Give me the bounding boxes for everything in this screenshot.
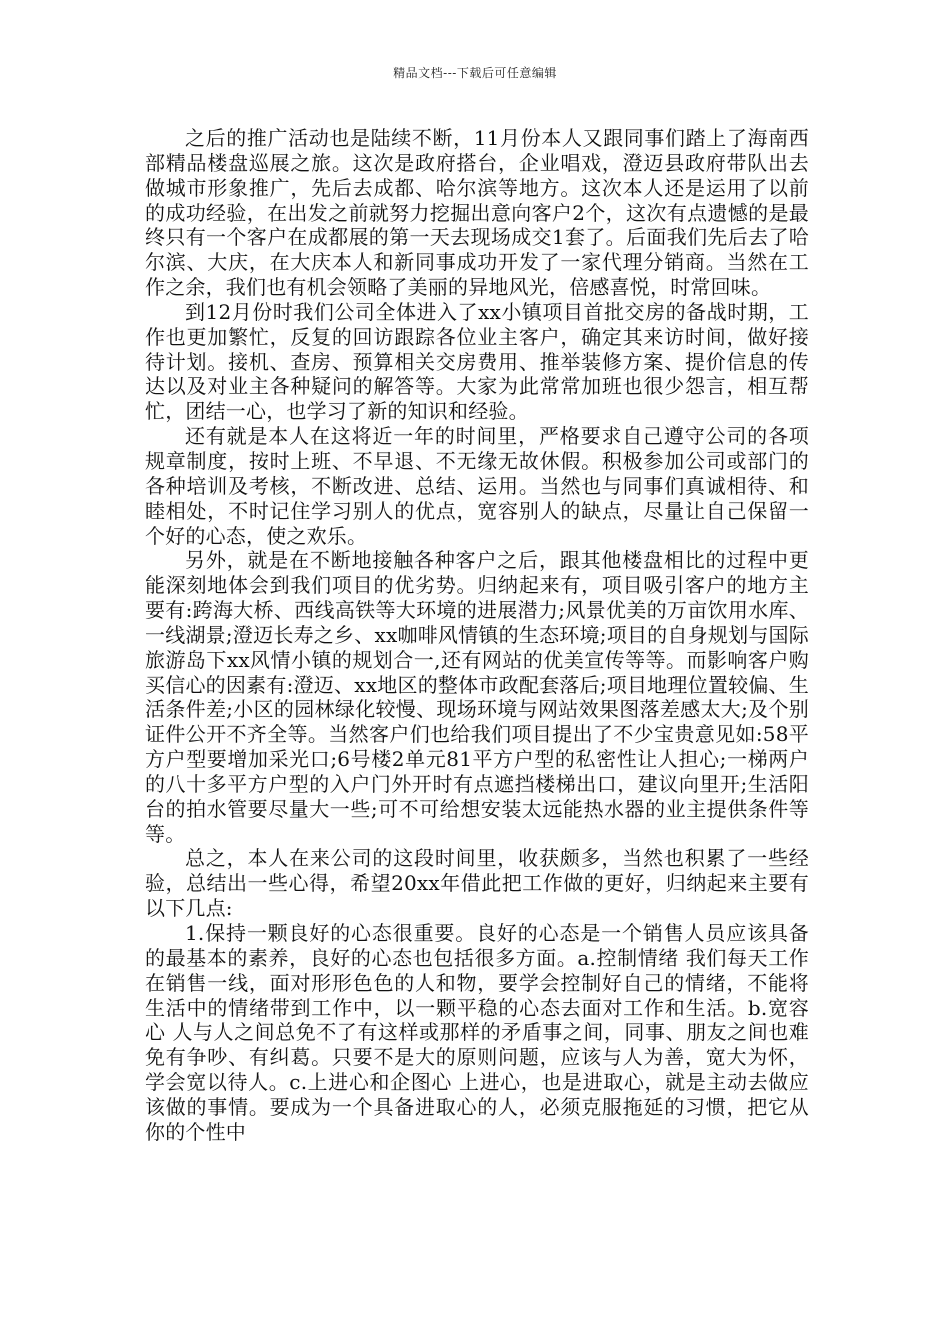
paragraph-project-analysis: 另外，就是在不断地接触各种客户之后，跟其他楼盘相比的过程中更能深刻地体会到我们项目的优劣势。归纳起来有，项目吸引客户的地方主要有:跨海大桥、西线高铁等大环境的进展潜力;风景优美的万亩饮用水库、一线湖景;澄迈长寿之乡、xx咖啡风情镇的生态环境;项目的自身规划与国际旅游岛下xx风情小镇的规划合一,还有网站的优美宣传等等。而影响客户购买信心的因素有:澄迈、xx地区的整体市政配套落后;项目地理位置较偏、生活条件差;小区的园林绿化较慢、现场环境与网站效果图落差感太大;及个别证件公开不齐全等。当然客户们也给我们项目提出了不少宝贵意见如:58平方户型要增加采光口;6号楼2单元81平方户型的私密性让人担心;一梯两户的八十多平方户型的入户门外开时有点遮挡楼梯出口，建议向里开;生活阳台的拍水管要尽量大一些;可不可给想安装太远能热水器的业主提供条件等等。 (145, 548, 809, 846)
document-body (145, 126, 809, 1145)
paragraph-point-1: 1.保持一颗良好的心态很重要。良好的心态是一个销售人员应该具备的最基本的素养，良好的心态也包括很多方面。a.控制情绪 我们每天工作在销售一线，面对形形色色的人和物，要学会控制好自己的情绪，不能将生活中的情绪带到工作中，以一颗平稳的心态去面对工作和生活。b.宽容心 人与人之间总免不了有这样或那样的矛盾事之间，同事、朋友之间也难免有争吵、有纠葛。只要不是大的原则问题，应该与人为善，宽大为怀，学会宽以待人。c.上进心和企图心 上进心，也是进取心，就是主动去做应该做的事情。要成为一个具备进取心的人，必须克服拖延的习惯，把它从你的个性中 (145, 921, 809, 1144)
page-header: 精品文档---下载后可任意编辑 (393, 66, 557, 80)
paragraph-promotion-tour: 之后的推广活动也是陆续不断，11月份本人又跟同事们踏上了海南西部精品楼盘巡展之旅。这次是政府搭台，企业唱戏，澄迈县政府带队出去做城市形象推广，先后去成都、哈尔滨等地方。这次本人还是运用了以前的成功经验，在出发之前就努力挖掘出意向客户2个，这次有点遗憾的是最终只有一个客户在成都展的第一天去现场成交1套了。后面我们先后去了哈尔滨、大庆，在大庆本人和新同事成功开发了一家代理分销商。当然在工作之余，我们也有机会领略了美丽的异地风光，倍感喜悦，时常回味。 (145, 126, 809, 300)
paragraph-discipline: 还有就是本人在这将近一年的时间里，严格要求自己遵守公司的各项规章制度，按时上班、不早退、不无缘无故休假。积极参加公司或部门的各种培训及考核，不断改进、总结、运用。当然也与同事们真诚相待、和睦相处，不时记住学习别人的优点，宽容别人的缺点，尽量让自己保留一个好的心态，使之欢乐。 (145, 424, 809, 548)
paragraph-handover-preparation: 到12月份时我们公司全体进入了xx小镇项目首批交房的备战时期，工作也更加繁忙，反复的回访跟踪各位业主客户，确定其来访时间，做好接待计划。接机、查房、预算相关交房费用、推举装修方案、提价信息的传达以及对业主各种疑问的解答等。大家为此常常加班也很少怨言，相互帮忙，团结一心，也学习了新的知识和经验。 (145, 299, 809, 424)
paragraph-summary: 总之，本人在来公司的这段时间里，收获颇多，当然也积累了一些经验，总结出一些心得，希望20xx年借此把工作做的更好，归纳起来主要有以下几点: (145, 846, 809, 921)
